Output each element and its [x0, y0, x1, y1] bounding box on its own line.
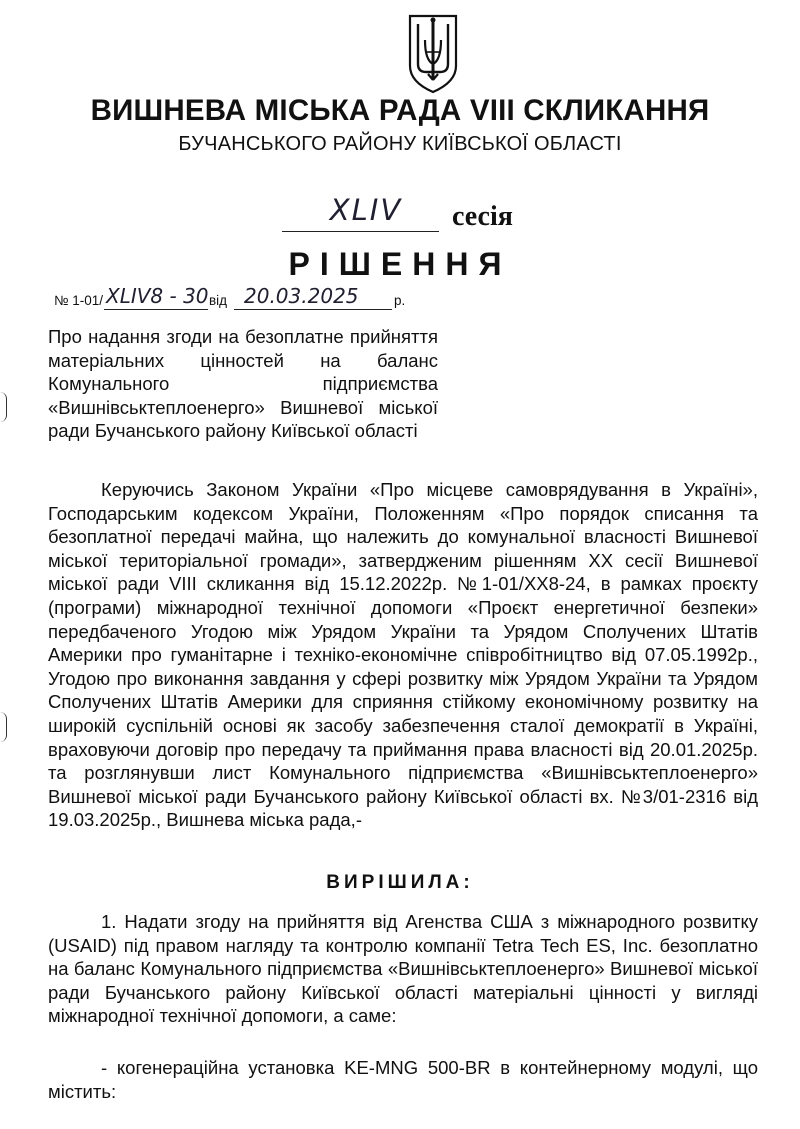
resolved-heading: ВИРІШИЛА:	[326, 872, 474, 893]
trident-emblem-icon	[404, 10, 462, 96]
clause-1-item: - когенераційна установка KE-MNG 500-BR в контейнерному модулі, що містить:	[48, 1057, 758, 1102]
number-underline	[104, 309, 208, 310]
decision-title: РІШЕННЯ	[288, 246, 512, 282]
decision-number-prefix: № 1-01/	[54, 293, 104, 308]
decision-number-handwritten: XLIV8 - 30	[106, 284, 209, 308]
session-underline	[282, 231, 439, 232]
preamble-paragraph: Керуючись Законом України «Про місцеве самоврядування в Україні», Господарським кодексом України, Положенням «Про порядок списання та безоплатної передачі майна, що належить до комунальної власності Вишневої міської територіальної громади», затвердженим рішенням XX сесії Вишневої міської ради VIII скликання від 15.12.2022р. №1-01/XX8-24, в рамках проєкту (програми) міжнародної технічної допомоги «Проєкт енергетичної безпеки» передбаченого Угодою між Урядом України та Урядом Сполучених Штатів Америки про гуманітарне і техніко-економічне співробітництво від 07.05.1992р., Угодою про виконання завдання у сфері розвитку між Урядом України та Урядом Сполучених Штатів Америки для сприяння стійкому економічному розвитку на широкій суспільній основі як засобу забезпечення сталої демократії в Україні, враховуючи договір про передачу та приймання права власності від 20.01.2025р. та розглянувши лист Комунального підприємства «Вишнівськтеплоенерго» Вишневої міської ради Бучанського району Київської області вх. №3/01-2316 від 19.03.2025р., Вишнева міська рада,-	[48, 479, 758, 831]
margin-hole-mark	[0, 392, 7, 422]
date-prefix: від	[209, 293, 228, 308]
council-district: БУЧАНСЬКОГО РАЙОНУ КИЇВСЬКОЇ ОБЛАСТІ	[178, 133, 622, 155]
decision-date-handwritten: 20.03.2025	[244, 284, 359, 308]
date-suffix: р.	[394, 293, 406, 308]
date-underline	[234, 309, 392, 310]
council-name: ВИШНЕВА МІСЬКА РАДА VIII СКЛИКАННЯ	[90, 94, 710, 127]
session-number-handwritten: XLIV	[329, 193, 403, 227]
margin-hole-mark	[0, 712, 7, 742]
session-label: сесія	[452, 201, 513, 232]
clause-1-paragraph: 1. Надати згоду на прийняття від Агенства США з міжнародного розвитку (USAID) під правом нагляду та контролю компанії Tetra Tech ES, Inc. безоплатно на баланс Комунального підприємства «Вишнівськтеплоенерго» Вишневої міської ради Бучанського району Київської області матеріальні цінності у вигляді міжнародної технічної допомоги, а саме:	[48, 911, 758, 1027]
session-line	[282, 193, 582, 237]
decision-subject: Про надання згоди на безоплатне прийняття матеріальних цінностей на баланс Комунального підприємства «Вишнівськтеплоенерго» Вишневої міської ради Бучанського району Київської області	[48, 326, 438, 442]
